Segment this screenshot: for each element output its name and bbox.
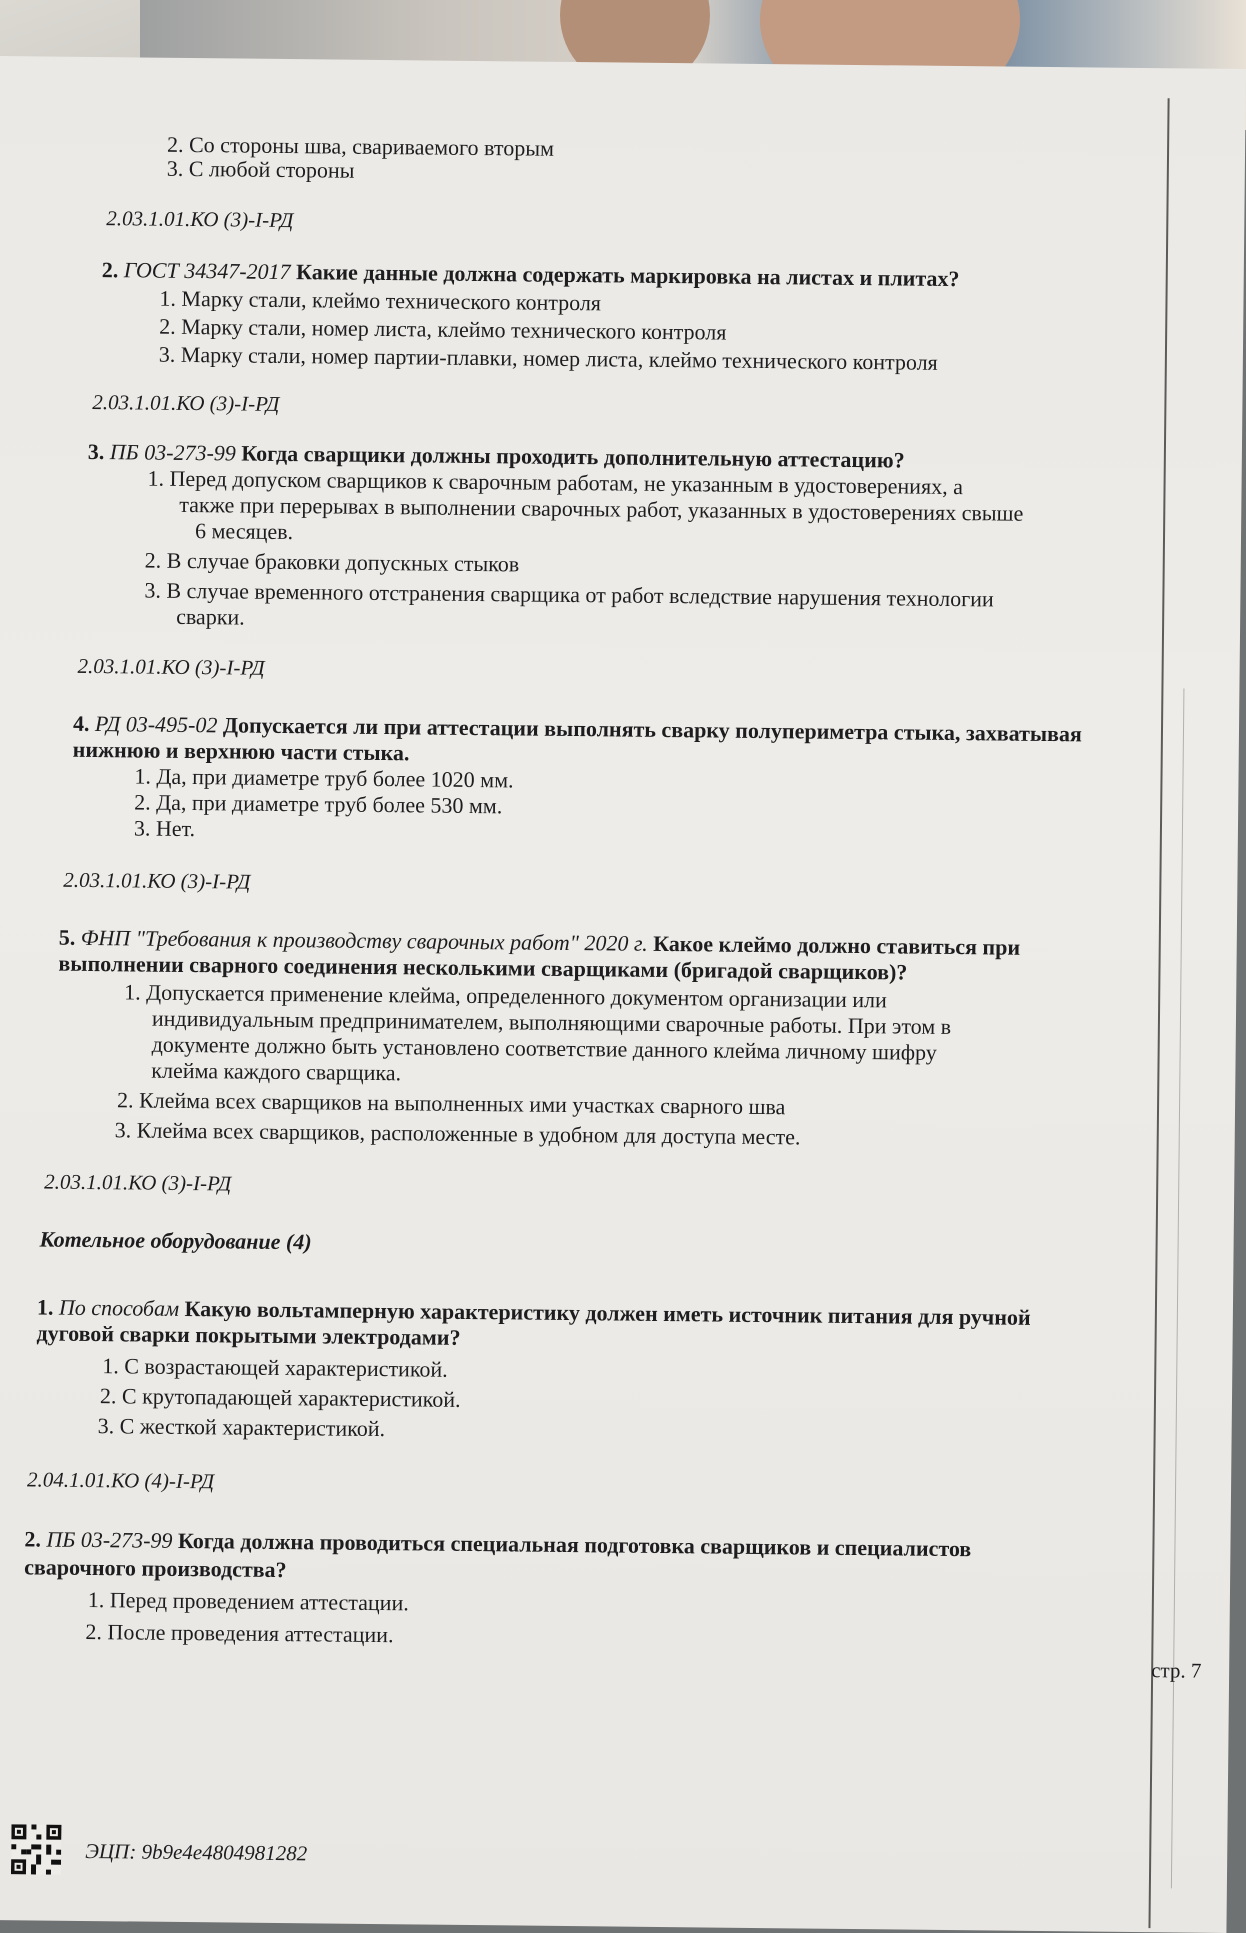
option: 2. В случае браковки допускных стыков (144, 547, 520, 577)
option: 1. С возрастающей характеристикой. (102, 1353, 448, 1382)
option: 3. Марку стали, номер партии-плавки, номер листа, клеймо технического контроля (158, 341, 938, 375)
option: 2. Клейма всех сварщиков на выполненных ими участках сварного шва (116, 1087, 786, 1120)
question-source: РД 03-495-02 (94, 711, 218, 738)
question-text-continued: выполнении сварного соединения несколькими сварщиками (бригадой сварщиков)? (58, 950, 908, 985)
qr-code-icon (11, 1824, 62, 1875)
question-number: 2. (24, 1526, 42, 1552)
page-edge-line (1148, 98, 1169, 1928)
question-code: 2.04.1.01.КО (4)-I-РД (26, 1467, 215, 1494)
option: клейма каждого сварщика. (151, 1057, 402, 1086)
question-source: ГОСТ 34347-2017 (123, 257, 291, 285)
question-text: Какие данные должна содержать маркировка на листах и плитах? (295, 259, 960, 292)
question-number: 5. (58, 924, 76, 950)
question-number: 1. (36, 1294, 54, 1320)
question-text: Когда должна проводиться специальная подготовка сварщиков и специалистов (177, 1527, 972, 1562)
question-source: ПБ 03-273-99 (109, 439, 237, 466)
option: 2. Да, при диаметре труб более 530 мм. (134, 789, 503, 819)
question-code: 2.03.1.01.КО (3)-I-РД (77, 653, 265, 680)
question-code: 2.03.1.01.КО (3)-I-РД (106, 206, 294, 233)
option: 1. Да, при диаметре труб более 1020 мм. (134, 763, 514, 793)
question-text-continued: нижнюю и верхнюю части стыка. (72, 736, 410, 766)
option: 1. Допускается применение клейма, определенного документом организации или (124, 979, 887, 1013)
question-text-continued: сварочного производства? (24, 1554, 287, 1583)
section-heading: Котельное оборудование (4) (39, 1226, 312, 1255)
question-number: 3. (87, 438, 105, 465)
option: 3. В случае временного отстранения сварщика от работ вследствие нарушения технологии (144, 577, 994, 612)
option: 2. Марку стали, номер листа, клеймо технического контроля (159, 313, 727, 345)
option: 2. Со стороны шва, свариваемого вторым (166, 131, 555, 161)
question-source: ПБ 03-273-99 (46, 1526, 173, 1553)
page-number: стр. 7 (1151, 1658, 1202, 1683)
option: 2. С крутопадающей характеристикой. (99, 1383, 461, 1412)
question-text: Допускается ли при аттестации выполнять сварку полупериметра стыка, захватывая (222, 712, 1083, 747)
digital-signature-text: ЭЦП: 9b9e4e4804981282 (85, 1838, 308, 1866)
option: 3. Клейма всех сварщиков, расположенные в удобном для доступа месте. (114, 1117, 801, 1150)
question-code: 2.03.1.01.КО (3)-I-РД (44, 1169, 232, 1196)
question-text-continued: дуговой сварки покрытыми электродами? (36, 1320, 461, 1350)
option: 1. Марку стали, клеймо технического контроля (159, 285, 602, 316)
option: 1. Перед допуском сварщиков к сварочным работам, не указанным в удостоверениях, а (147, 465, 964, 500)
question-source: ФНП "Требования к производству сварочных работ" 2020 г. (80, 924, 648, 956)
question-text: Какую вольтамперную характеристику должен иметь источник питания для ручной (184, 1296, 1031, 1330)
question-number: 4. (72, 710, 90, 736)
question-code: 2.03.1.01.КО (3)-I-РД (63, 867, 251, 894)
option: 2. После проведения аттестации. (85, 1618, 394, 1648)
question-text: Когда сварщики должны проходить дополнительную аттестацию? (241, 440, 905, 473)
question-number: 2. (101, 257, 119, 283)
question-code: 2.03.1.01.КО (3)-I-РД (92, 389, 280, 416)
question-text: Какое клеймо должно ставиться при (653, 930, 1021, 960)
option: 3. С жесткой характеристикой. (97, 1413, 386, 1442)
option: сварки. (176, 603, 245, 630)
option: также при перерывах в выполнении сварочных работ, указанных в удостоверениях свыше (179, 491, 1024, 526)
question-source: По способам (58, 1294, 180, 1321)
option: 3. Нет. (133, 815, 196, 842)
option: индивидуальным предпринимателем, выполняющими сварочные работы. При этом в (151, 1005, 952, 1040)
option: 3. С любой стороны (166, 155, 355, 183)
document-page (0, 56, 1246, 1933)
option: 6 месяцев. (194, 518, 294, 545)
option: 1. Перед проведением аттестации. (87, 1587, 409, 1616)
page-edge-line-2 (1171, 688, 1185, 1888)
option: документе должно быть установлено соответствие данного клейма личному шифру (151, 1031, 937, 1065)
